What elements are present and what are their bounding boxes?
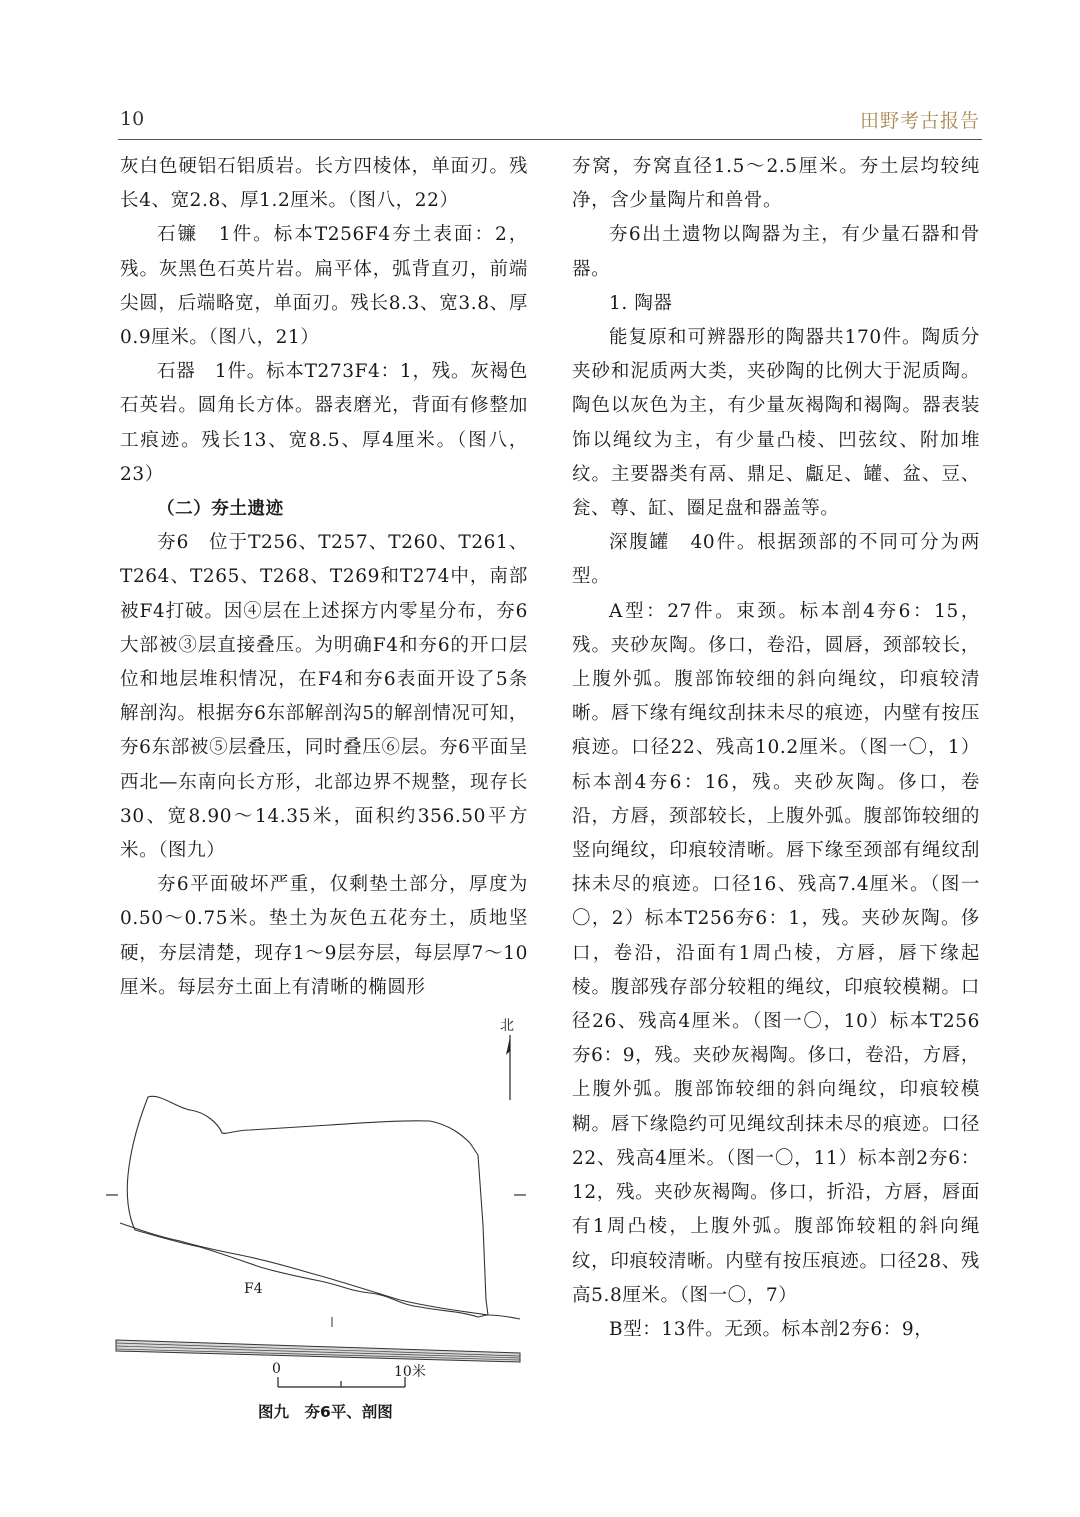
- f4-boundary-line: [120, 1223, 520, 1319]
- figure-caption: 图九 夯6平、剖图: [258, 1403, 393, 1421]
- f4-label: F4: [244, 1281, 263, 1297]
- subsection-heading: 1. 陶器: [609, 292, 673, 314]
- scale-start-label: 0: [272, 1361, 281, 1377]
- page-number: 10: [120, 108, 145, 130]
- paragraph: 夯6 位于T256、T257、T260、T261、T264、T265、T268、T269和T274中，南部被F4打破。因④层在上述探方内零星分布，夯6大部被③层直接叠压。为明确F4和夯6的开口层位和地层堆积情况，在F4和夯6表面开设了5条解剖沟。根据夯6东部解剖沟5的解剖情况可知，夯6东部被⑤层叠压，同时叠压⑥层。夯6平面呈西北—东南向长方形，北部边界不规整，现存长30、宽8.90～14.35米，面积约356.50平方米。（图九）: [120, 532, 528, 862]
- paragraph: 灰白色硬铝石铝质岩。长方四棱体，单面刃。残长4、宽2.8、厚1.2厘米。（图八，22）: [120, 156, 528, 212]
- north-label: 北: [500, 1018, 514, 1034]
- scale-end-label: 10米: [394, 1364, 426, 1380]
- section-heading: （二）夯土遗迹: [157, 499, 284, 520]
- right-column: [572, 150, 980, 1347]
- rammed-earth-outline: [127, 1096, 488, 1317]
- paragraph: 能复原和可辨器形的陶器共170件。陶质分夹砂和泥质两大类，夹砂陶的比例大于泥质陶。陶色以灰色为主，有少量灰褐陶和褐陶。器表装饰以绳纹为主，有少量凸棱、凹弦纹、附加堆纹。主要器类有鬲、鼎足、甗足、罐、盆、豆、瓮、尊、缸、圈足盘和器盖等。: [572, 327, 980, 520]
- paragraph: A型：27件。束颈。标本剖4夯6：15，残。夹砂灰陶。侈口，卷沿，圆唇，颈部较长，上腹外弧。腹部饰较细的斜向绳纹，印痕较清晰。唇下缘有绳纹刮抹未尽的痕迹，内壁有按压痕迹。口径22、残高10.2厘米。（图一〇，1）标本剖4夯6：16，残。夹砂灰陶。侈口，卷沿，方唇，颈部较长，上腹外弧。腹部饰较细的竖向绳纹，印痕较清晰。唇下缘至颈部有绳纹刮抹未尽的痕迹。口径16、残高7.4厘米。（图一〇，2）标本T256夯6：1，残。夹砂灰陶。侈口，卷沿，沿面有1周凸棱，方唇，唇下缘起棱。腹部残存部分较粗的绳纹，印痕较模糊。口径26、残高4厘米。（图一〇，10）标本T256夯6：9，残。夹砂灰褐陶。侈口，卷沿，方唇，上腹外弧。腹部饰较细的斜向绳纹，印痕较模糊。唇下缘隐约可见绳纹刮抹未尽的痕迹。口径22、残高4厘米。（图一〇，11）标本剖2夯6：12，残。夹砂灰褐陶。侈口，折沿，方唇，唇面有1周凸棱，上腹外弧。腹部饰较粗的斜向绳纹，印痕较清晰。内壁有按压痕迹。口径28、残高5.8厘米。（图一〇，7）: [572, 600, 980, 1306]
- paragraph: B型：13件。无颈。标本剖2夯6：9，: [609, 1318, 934, 1340]
- left-column: [120, 150, 528, 1005]
- paragraph: 深腹罐 40件。根据颈部的不同可分为两型。: [572, 532, 980, 588]
- journal-title: 田野考古报告: [859, 110, 980, 132]
- paragraph: 夯6平面破坏严重，仅剩垫土部分，厚度为0.50～0.75米。垫土为灰色五花夯土，质地坚硬，夯层清楚，现存1～9层夯层，每层厚7～10厘米。每层夯土面上有清晰的椭圆形: [120, 874, 528, 998]
- header-rule: [118, 139, 982, 140]
- paragraph: 石镰 1件。标本T256F4夯土表面：2，残。灰黑色石英片岩。扁平体，弧背直刃，前端尖圆，后端略宽，单面刃。残长8.3、宽3.8、厚0.9厘米。（图八，21）: [120, 224, 528, 349]
- paragraph: 石器 1件。标本T273F4：1，残。灰褐色石英岩。圆角长方体。器表磨光，背面有修整加工痕迹。残长13、宽8.5、厚4厘米。（图八，23）: [120, 361, 528, 485]
- figure-plan-section: [100, 1015, 540, 1425]
- paragraph: 夯6出土遗物以陶器为主，有少量石器和骨器。: [572, 224, 980, 280]
- plan-drawing: [100, 1015, 540, 1425]
- paragraph: 夯窝，夯窝直径1.5～2.5厘米。夯土层均较纯净，含少量陶片和兽骨。: [572, 156, 980, 212]
